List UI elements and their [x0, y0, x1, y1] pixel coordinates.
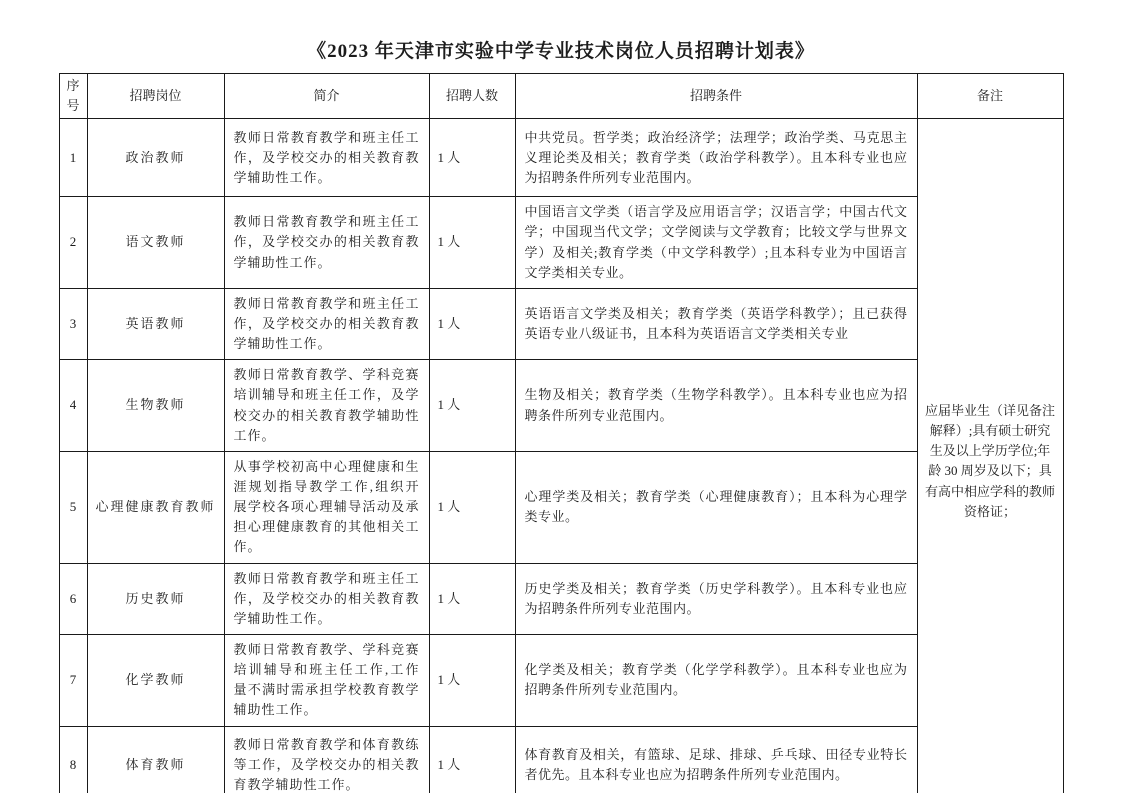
intro-cell: 教师日常教育教学和班主任工作，及学校交办的相关教育教学辅助性工作。 [224, 119, 429, 197]
header-position: 招聘岗位 [87, 74, 224, 119]
table-row [59, 451, 1063, 563]
table-row [59, 634, 1063, 726]
header-conditions: 招聘条件 [515, 74, 917, 119]
intro-cell: 教师日常教育教学、学科竞赛培训辅导和班主任工作,工作量不满时需承担学校教育教学辅助性工作。 [224, 634, 429, 726]
count-cell: 1 人 [429, 451, 515, 563]
page-title: 《2023 年天津市实验中学专业技术岗位人员招聘计划表》 [307, 41, 815, 62]
position-cell: 心理健康教育教师 [87, 451, 224, 563]
remark-cell: 应届毕业生（详见备注解释）;具有硕士研究生及以上学历学位;年龄 30 周岁及以下；具有高中相应学科的教师资格证； [917, 119, 1063, 793]
count-cell: 1 人 [429, 119, 515, 197]
intro-cell: 教师日常教育教学、学科竞赛培训辅导和班主任工作，及学校交办的相关教育教学辅助性工作。 [224, 360, 429, 452]
header-index: 序号 [59, 74, 87, 119]
count-cell: 1 人 [429, 563, 515, 634]
table-body [59, 119, 1063, 793]
conditions-cell: 中国语言文学类（语言学及应用语言学；汉语言学；中国古代文学；中国现当代文学；文学阅读与文学教育；比较文学与世界文学）及相关;教育学类（中文学科教学）;且本科专业为中国语言文学类相关专业。 [515, 197, 917, 289]
table-row [59, 197, 1063, 289]
row-index-cell: 2 [59, 197, 87, 289]
count-cell: 1 人 [429, 360, 515, 452]
count-cell: 1 人 [429, 634, 515, 726]
intro-cell: 从事学校初高中心理健康和生涯规划指导教学工作,组织开展学校各项心理辅导活动及承担心理健康教育的其他相关工作。 [224, 451, 429, 563]
table-header-row [59, 74, 1063, 119]
table-row [59, 288, 1063, 359]
row-index-cell: 1 [59, 119, 87, 197]
row-index-cell: 5 [59, 451, 87, 563]
table-row [59, 726, 1063, 793]
table-row [59, 119, 1063, 197]
intro-cell: 教师日常教育教学和班主任工作，及学校交办的相关教育教学辅助性工作。 [224, 197, 429, 289]
conditions-cell: 化学类及相关；教育学类（化学学科教学）。且本科专业也应为招聘条件所列专业范围内。 [515, 634, 917, 726]
row-index-cell: 7 [59, 634, 87, 726]
position-cell: 化学教师 [87, 634, 224, 726]
position-cell: 体育教师 [87, 726, 224, 793]
position-cell: 历史教师 [87, 563, 224, 634]
conditions-cell: 生物及相关；教育学类（生物学科教学）。且本科专业也应为招聘条件所列专业范围内。 [515, 360, 917, 452]
intro-cell: 教师日常教育教学和班主任工作，及学校交办的相关教育教学辅助性工作。 [224, 563, 429, 634]
intro-cell: 教师日常教育教学和体育教练等工作，及学校交办的相关教育教学辅助性工作。 [224, 726, 429, 793]
position-cell: 政治教师 [87, 119, 224, 197]
row-index-cell: 8 [59, 726, 87, 793]
header-intro: 简介 [224, 74, 429, 119]
conditions-cell: 英语语言文学类及相关；教育学类（英语学科教学）；且已获得英语专业八级证书，且本科为英语语言文学类相关专业 [515, 288, 917, 359]
count-cell: 1 人 [429, 197, 515, 289]
row-index-cell: 3 [59, 288, 87, 359]
table-row [59, 360, 1063, 452]
position-cell: 英语教师 [87, 288, 224, 359]
row-index-cell: 4 [59, 360, 87, 452]
conditions-cell: 心理学类及相关；教育学类（心理健康教育）；且本科为心理学类专业。 [515, 451, 917, 563]
row-index-cell: 6 [59, 563, 87, 634]
header-count: 招聘人数 [429, 74, 515, 119]
conditions-cell: 中共党员。哲学类；政治经济学；法理学；政治学类、马克思主义理论类及相关；教育学类（政治学科教学）。且本科专业也应为招聘条件所列专业范围内。 [515, 119, 917, 197]
conditions-cell: 历史学类及相关；教育学类（历史学科教学）。且本科专业也应为招聘条件所列专业范围内。 [515, 563, 917, 634]
recruitment-table [59, 73, 1064, 793]
intro-cell: 教师日常教育教学和班主任工作，及学校交办的相关教育教学辅助性工作。 [224, 288, 429, 359]
position-cell: 生物教师 [87, 360, 224, 452]
position-cell: 语文教师 [87, 197, 224, 289]
table-row [59, 563, 1063, 634]
count-cell: 1 人 [429, 288, 515, 359]
header-remark: 备注 [917, 74, 1063, 119]
count-cell: 1 人 [429, 726, 515, 793]
conditions-cell: 体育教育及相关，有篮球、足球、排球、乒乓球、田径专业特长者优先。且本科专业也应为招聘条件所列专业范围内。 [515, 726, 917, 793]
